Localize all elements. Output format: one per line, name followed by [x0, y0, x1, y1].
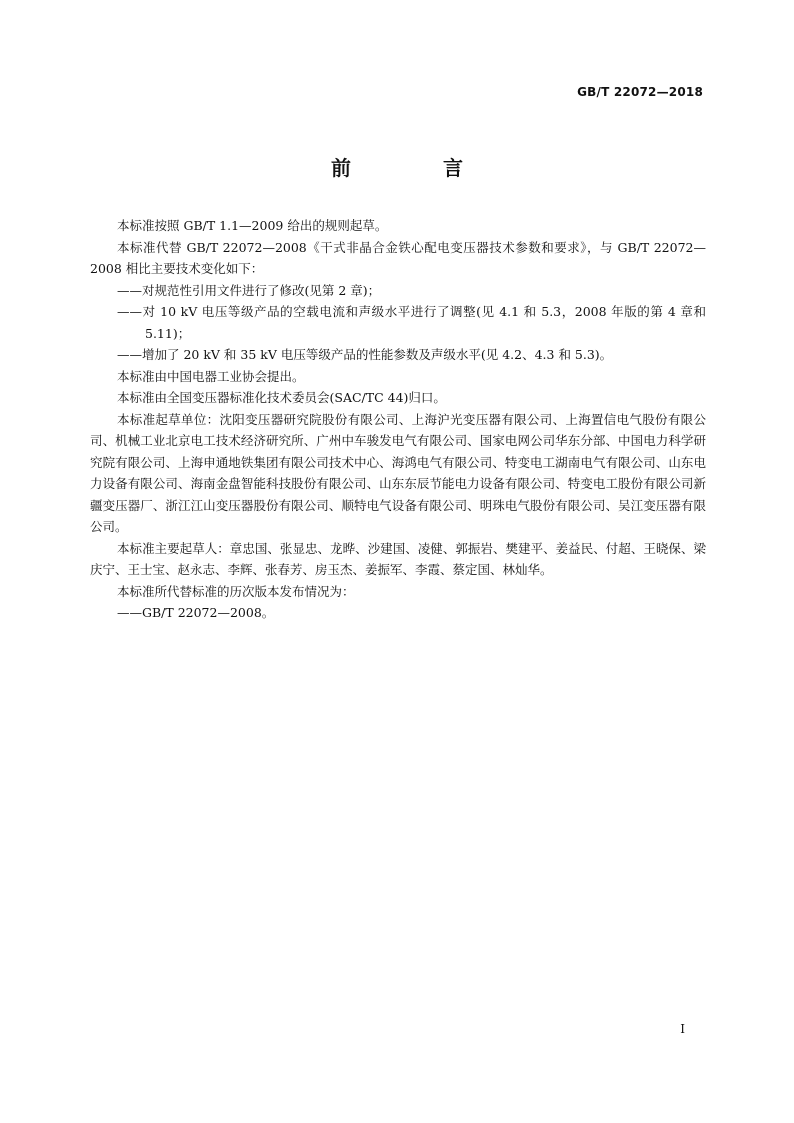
- paragraph-proposed-by: 本标准由中国电器工业协会提出。: [117, 368, 305, 384]
- list-item-change-1: ——对规范性引用文件进行了修改(见第 2 章)；: [117, 282, 381, 298]
- paragraph-drafting-units: 本标准起草单位：沈阳变压器研究院股份有限公司、上海沪光变压器有限公司、上海置信电气股份有限公司、机械工业北京电工技术经济研究所、广州中车骏发电气有限公司、国家电网公司华东分部、中国电力科学研究院有限公司、上海申通地铁集团有限公司技术中心、海鸿电气有限公司、特变电工湖南电气有限公司、山东电力设备有限公司、海南金盘智能科技股份有限公司、山东东辰节能电力设备有限公司、特变电工股份有限公司新疆变压器厂、浙江江山变压器股份有限公司、顺特电气设备有限公司、明珠电气股份有限公司、吴江变压器有限公司。: [90, 411, 706, 534]
- list-item-change-2: ——对 10 kV 电压等级产品的空载电流和声级水平进行了调整(见 4.1 和 5.3，2008 年版的第 4 章和 5.11)；: [117, 304, 706, 341]
- paragraph-previous-editions: 本标准所代替标准的历次版本发布情况为：: [117, 583, 355, 599]
- paragraph-drafting-rules: 本标准按照 GB/T 1.1—2009 给出的规则起草。: [117, 218, 388, 233]
- page-number: I: [680, 1022, 685, 1036]
- paragraph-centralized-by: 本标准由全国变压器标准化技术委员会(SAC/TC 44)归口。: [117, 390, 446, 405]
- list-item-previous-edition: ——GB/T 22072—2008。: [117, 605, 275, 620]
- page-title: 前 言: [331, 156, 499, 180]
- list-item-change-3: ——增加了 20 kV 和 35 kV 电压等级产品的性能参数及声级水平(见 4.2、4.3 和 5.3)。: [117, 347, 613, 362]
- paragraph-drafters: 本标准主要起草人：章忠国、张显忠、龙晔、沙建国、凌健、郭振岩、樊建平、姜益民、付超、王晓保、梁庆宁、王士宝、赵永志、李辉、张春芳、房玉杰、姜振军、李霞、蔡定国、林灿华。: [90, 540, 706, 577]
- foreword-body: [90, 215, 706, 624]
- standard-number: GB/T 22072—2018: [577, 85, 703, 99]
- paragraph-replacement: 本标准代替 GB/T 22072—2008《干式非晶合金铁心配电变压器技术参数和要求》，与 GB/T 22072—2008 相比主要技术变化如下：: [90, 239, 706, 276]
